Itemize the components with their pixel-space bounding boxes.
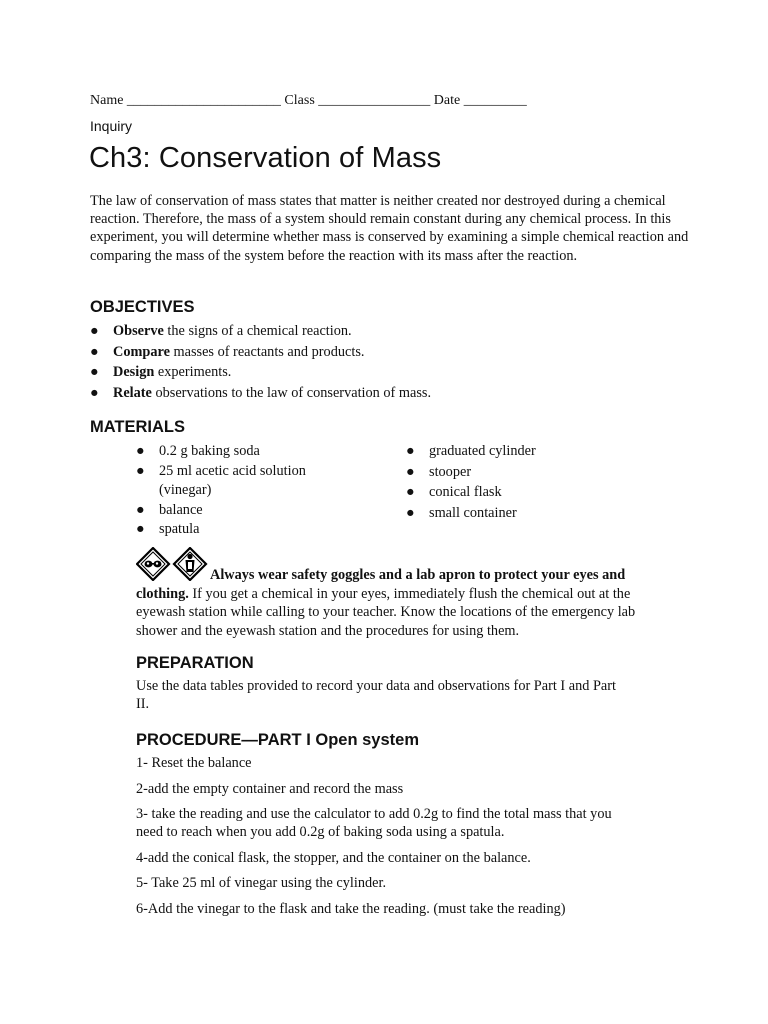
procedure-step: 2-add the empty container and record the mass <box>136 781 404 797</box>
objective-text: the signs of a chemical reaction. <box>163 323 352 339</box>
procedure-step: 3- take the reading and use the calculator to add 0.2g to find the total mass that you need to reach when you add 0.2g of baking soda using a spatula. <box>136 806 612 840</box>
material-item: ● conical flask <box>406 483 606 504</box>
bullet-icon: ● <box>90 384 99 401</box>
objective-item <box>90 343 431 364</box>
objective-item <box>90 384 431 405</box>
objective-text: observations to the law of conservation of mass. <box>151 384 432 401</box>
material-item: ● graduated cylinder <box>406 442 606 463</box>
materials-heading: MATERIALS <box>90 418 186 436</box>
objective-verb: Design <box>113 364 155 380</box>
objective-text: masses of reactants and products. <box>169 343 365 360</box>
objective-item <box>90 322 431 343</box>
procedure-step: 5- Take 25 ml of vinegar using the cylinder. <box>136 875 387 891</box>
bullet-icon: ● <box>136 521 145 537</box>
objective-verb: Compare <box>113 343 170 360</box>
procedure-step: 6-Add the vinegar to the flask and take the reading. (must take the reading) <box>136 901 566 917</box>
materials-list-right <box>406 442 606 524</box>
material-item: ● 25 ml acetic acid solution (vinegar) <box>136 462 306 498</box>
preparation-heading: PREPARATION <box>136 654 254 672</box>
objective-text: experiments. <box>154 364 232 380</box>
material-item: ● balance <box>136 501 336 521</box>
bullet-icon: ● <box>406 443 415 459</box>
procedure-heading: PROCEDURE—PART I Open system <box>136 731 419 749</box>
student-info-line: Name ______________________ Class ________________ Date _________ <box>90 93 527 108</box>
material-item: ● 0.2 g baking soda <box>136 442 336 462</box>
material-item: ● stooper <box>406 463 606 484</box>
safety-warning-lead: Always wear safety goggles and a lab apron to protect your eyes and clothing. <box>136 567 626 602</box>
bullet-icon: ● <box>406 484 415 500</box>
materials-list-left <box>136 442 336 540</box>
preparation-text: Use the data tables provided to record your data and observations for Part I and Part II. <box>136 678 616 712</box>
bullet-icon: ● <box>90 343 99 360</box>
objectives-list <box>90 322 431 404</box>
page-title: Ch3: Conservation of Mass <box>89 142 442 174</box>
bullet-icon: ● <box>406 504 415 521</box>
safety-warning-text: If you get a chemical in your eyes, immediately flush the chemical out at the eyewash station while calling to your teacher. Know the locations of the emergency lab shower and the eyewash station and the procedures for using them. <box>136 585 636 639</box>
objective-verb: Observe <box>113 323 164 339</box>
section-label: Inquiry <box>90 118 133 134</box>
bullet-icon: ● <box>136 443 145 459</box>
objective-verb: Relate <box>113 384 152 401</box>
intro-paragraph: The law of conservation of mass states that matter is neither created nor destroyed during a chemical reaction. Therefore, the mass of a system should remain constant during any chemical process. In this experiment, you will determine whether mass is conserved by examining a simple chemical reaction and comparing the mass of the system before the reaction with its mass after the reaction. <box>90 193 689 264</box>
bullet-icon: ● <box>90 323 99 339</box>
procedure-step: 1- Reset the balance <box>136 755 252 771</box>
bullet-icon: ● <box>90 364 99 380</box>
objectives-heading: OBJECTIVES <box>90 298 195 316</box>
material-item: ● small container <box>406 504 606 525</box>
bullet-icon: ● <box>136 501 145 518</box>
safety-warning <box>136 566 636 640</box>
bullet-icon: ● <box>406 463 415 480</box>
objective-item <box>90 363 431 384</box>
material-item: ● spatula <box>136 520 336 540</box>
bullet-icon: ● <box>136 462 145 479</box>
procedure-step: 4-add the conical flask, the stopper, and the container on the balance. <box>136 850 531 866</box>
